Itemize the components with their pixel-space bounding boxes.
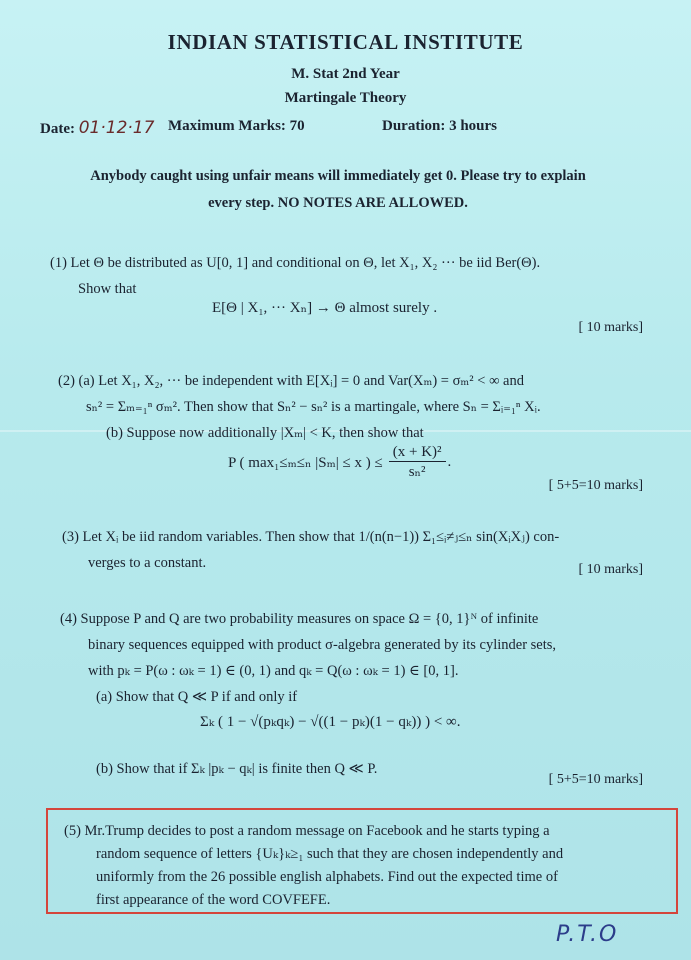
q2-formula: P ( max₁≤ₘ≤ₙ |Sₘ| ≤ x ) ≤ $\frac{\text{(x + K)²}}{\text{sₙ²}}$ . [228, 444, 452, 480]
q4-marks: [ 5+5=10 marks] [548, 772, 643, 787]
question-1 [50, 250, 650, 302]
q1-marks: [ 10 marks] [578, 320, 643, 335]
q1-line-1: (1) Let Θ be distributed as U[0, 1] and conditional on Θ, let X₁, X₂ ··· be iid Ber(Θ). [50, 255, 541, 271]
question-3 [62, 524, 652, 576]
q2-fraction-numerator: (x + K)² [389, 444, 446, 462]
q5-line-4: first appearance of the word COVFEFE. [96, 892, 331, 908]
question-4 [60, 606, 655, 710]
q3-line-1: (3) Let Xᵢ be iid random variables. Then show that 1/(n(n−1)) Σ₁≤ᵢ≠ⱼ≤ₙ sin(XᵢXⱼ) con- [62, 529, 560, 545]
q5-line-2: random sequence of letters {Uₖ}ₖ≥₁ such that they are chosen independently and [96, 846, 564, 862]
q4-part-b: (b) Show that if Σₖ |pₖ − qₖ| is finite then Q ≪ P. [96, 761, 378, 777]
q2-line-2: sₙ² = Σₘ₌₁ⁿ σₘ². Then show that Sₙ² − sₙ² is a martingale, where Sₙ = Σᵢ₌₁ⁿ Xᵢ. [86, 399, 541, 415]
q2-line-3: (b) Suppose now additionally |Xₘ| < K, then show that [106, 425, 424, 441]
q3-marks: [ 10 marks] [578, 562, 643, 577]
date-value: 01·12·17 [78, 118, 155, 138]
q5-line-3: uniformly from the 26 possible english alphabets. Find out the expected time of [96, 869, 558, 885]
q2-formula-left: P ( max₁≤ₘ≤ₙ |Sₘ| ≤ x ) ≤ [228, 455, 383, 471]
q4-line-4: (a) Show that Q ≪ P if and only if [96, 689, 298, 705]
subject-title: Martingale Theory [284, 90, 407, 106]
q3-line-2: verges to a constant. [88, 555, 207, 571]
q4-line-1: (4) Suppose P and Q are two probability measures on space Ω = {0, 1}ᴺ of infinite [60, 611, 539, 627]
q5-line-1: (5) Mr.Trump decides to post a random message on Facebook and he starts typing a [64, 823, 550, 839]
q4-line-3: with pₖ = P(ω : ωₖ = 1) ∈ (0, 1) and qₖ = Q(ω : ωₖ = 1) ∈ [0, 1]. [88, 663, 459, 679]
q2-fraction-denominator: sₙ² [408, 464, 426, 480]
notice-line-2: every step. NO NOTES ARE ALLOWED. [208, 195, 468, 211]
date-label: Date: [40, 121, 75, 137]
q4-line-2: binary sequences equipped with product σ-algebra generated by its cylinder sets, [88, 637, 557, 653]
date-line [40, 118, 154, 138]
notice-line-1: Anybody caught using unfair means will immediately get 0. Please try to explain [90, 168, 586, 184]
duration: Duration: 3 hours [382, 118, 498, 134]
max-marks: Maximum Marks: 70 [168, 118, 305, 134]
q4-formula: Σₖ ( 1 − √(pₖqₖ) − √((1 − pₖ)(1 − qₖ)) ) < ∞. [200, 714, 461, 730]
exam-notice [38, 163, 638, 217]
question-2 [50, 368, 650, 446]
institute-title: INDIAN STATISTICAL INSTITUTE [167, 30, 524, 54]
course-title: M. Stat 2nd Year [291, 66, 400, 82]
q1-line-2: Show that [78, 281, 137, 297]
q2-line-1: (2) (a) Let X₁, X₂, ··· be independent with E[Xᵢ] = 0 and Var(Xₘ) = σₘ² < ∞ and [58, 373, 524, 389]
q1-formula: E[Θ | X₁, ··· Xₙ] → Θ almost surely . [212, 300, 438, 316]
question-5 [64, 820, 670, 912]
q2-fraction [389, 444, 446, 481]
pto-handwritten: P.T.O [556, 922, 619, 947]
q2-marks: [ 5+5=10 marks] [548, 478, 643, 493]
